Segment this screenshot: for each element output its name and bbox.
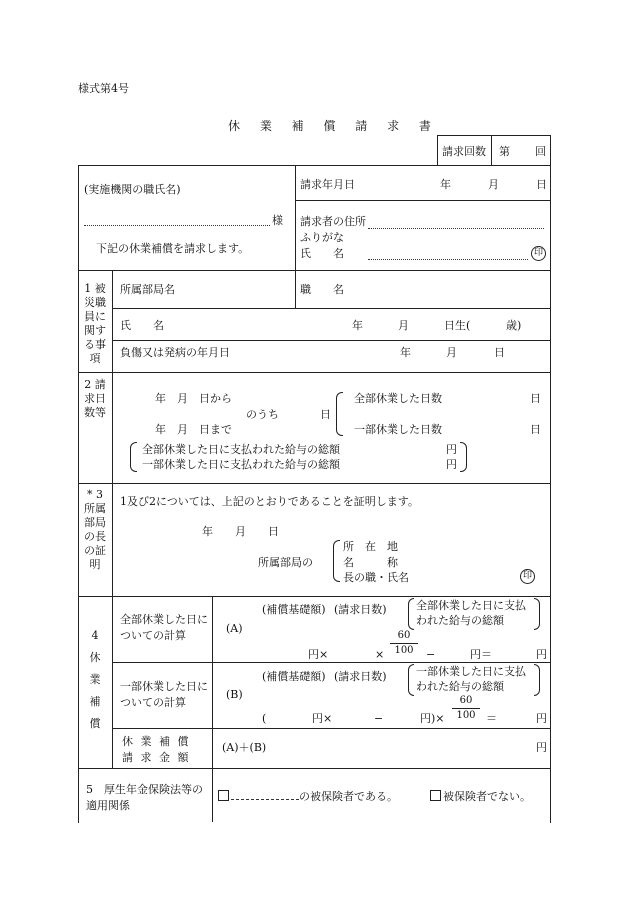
partial-pay-label: 一部休業した日に支払われた給与の総額	[142, 458, 340, 471]
days-brace-icon	[336, 392, 343, 436]
full-yen[interactable]: 円	[536, 648, 547, 661]
victim-name-label: 氏 名	[120, 319, 164, 332]
claim-count-prefix[interactable]: 第	[499, 145, 510, 158]
not-insured-option[interactable]	[430, 790, 531, 803]
form-number: 様式第4号	[78, 82, 129, 95]
injury-month[interactable]: 月	[446, 346, 457, 359]
full-box-brace-right-icon	[534, 598, 540, 630]
not-insured-checkbox[interactable]	[430, 790, 441, 801]
full-fraction-den: 100	[394, 645, 414, 656]
address-field[interactable]	[368, 228, 544, 229]
cert-text: 1及び2については、上記のとおりであることを証明します。	[120, 495, 419, 508]
pay-brace-right-icon	[460, 442, 467, 472]
partial-minus: −	[374, 712, 384, 725]
calc-b-label: (B)	[226, 688, 243, 701]
not-insured-text: 被保険者でない。	[443, 790, 531, 803]
full-days-label: 全部休業した日数	[354, 392, 442, 405]
birth-day[interactable]: 日生(	[444, 319, 471, 332]
full-days-unit[interactable]: 日	[530, 392, 541, 405]
full-box-brace-left-icon	[408, 598, 414, 630]
claimant-name-field[interactable]	[368, 259, 528, 260]
injury-day[interactable]: 日	[494, 346, 505, 359]
cert-seal-icon: 印	[520, 569, 535, 584]
total-formula: (A)＋(B)	[222, 741, 267, 754]
partial-box-brace-left-icon	[408, 664, 414, 696]
cert-location: 所 在 地	[343, 540, 398, 553]
pay-brace-left-icon	[130, 442, 137, 472]
insured-blank[interactable]	[231, 799, 299, 800]
partial-paren-open: (	[262, 712, 267, 725]
position-label: 職 名	[300, 283, 344, 296]
full-calc-label: 全部休業した日についての計算	[120, 613, 208, 642]
partial-days-count-label: (請求日数)	[334, 670, 387, 683]
claim-count-label: 請求回数	[442, 145, 486, 158]
claim-date-day[interactable]: 日	[536, 178, 547, 191]
insured-checkbox[interactable]	[218, 790, 229, 801]
period-nouchi: のうち	[246, 408, 279, 421]
partial-days-unit[interactable]: 日	[530, 423, 541, 436]
partial-yen[interactable]: 円	[536, 712, 547, 725]
injury-year[interactable]: 年	[400, 346, 411, 359]
furigana-label: ふりがな	[300, 231, 344, 244]
request-text: 下記の休業補償を請求します。	[96, 242, 250, 255]
partial-base-label: (補償基礎額)	[262, 670, 326, 683]
full-base-label: (補償基礎額)	[262, 603, 326, 616]
dept-prefix: 所属部局の	[258, 556, 313, 569]
partial-eq: ＝	[486, 712, 497, 725]
dept-label: 所属部局名	[120, 283, 175, 296]
full-pay-label: 全部休業した日に支払われた給与の総額	[142, 443, 340, 456]
full-times: ×	[375, 648, 385, 661]
section3-label: * 3 所属部局の長の証明	[84, 488, 106, 571]
total-yen[interactable]: 円	[536, 741, 547, 754]
partial-calc-label: 一部休業した日についての計算	[120, 680, 208, 709]
period-to[interactable]: 年 月 日まで	[155, 423, 232, 436]
cert-head: 長の職・氏名	[343, 571, 409, 584]
claim-date-month[interactable]: 月	[488, 178, 499, 191]
section4-label: 4 休業補償	[89, 629, 101, 730]
full-fraction-num: 60	[397, 630, 411, 641]
claim-date-year[interactable]: 年	[440, 178, 451, 191]
period-day-count[interactable]: 日	[320, 408, 331, 421]
age-label[interactable]: 歳)	[506, 319, 522, 332]
partial-box-brace-right-icon	[534, 664, 540, 696]
partial-fraction-den: 100	[456, 710, 476, 721]
insured-option[interactable]	[218, 790, 398, 803]
cert-name: 名 称	[343, 556, 398, 569]
cert-date[interactable]: 年 月 日	[202, 525, 279, 538]
total-label: 休 業 補 償 請 求 金 額	[122, 735, 191, 764]
claim-count-suffix: 回	[535, 145, 546, 158]
cert-brace-icon	[333, 540, 340, 582]
partial-days-label: 一部休業した日数	[354, 423, 442, 436]
partial-pay-yen[interactable]: 円	[446, 458, 457, 471]
full-yen-eq[interactable]: 円＝	[470, 648, 492, 661]
full-pay-yen[interactable]: 円	[446, 443, 457, 456]
birth-month[interactable]: 月	[398, 319, 409, 332]
form-title: 休 業 補 償 請 求 書	[228, 119, 439, 133]
section5-label: 5 厚生年金保険法等の適用関係	[86, 783, 203, 812]
section1-label: 1 被災職員に関する事項	[84, 282, 106, 365]
address-label: 請求者の住所	[300, 215, 366, 228]
sama-label: 様	[272, 214, 283, 227]
partial-yen-times[interactable]: 円×	[312, 712, 333, 725]
full-yen-times[interactable]: 円×	[308, 648, 329, 661]
period-from[interactable]: 年 月 日から	[155, 392, 232, 405]
partial-fraction-num: 60	[459, 695, 473, 706]
birth-year[interactable]: 年	[352, 319, 363, 332]
calc-a-label: (A)	[226, 622, 243, 635]
injury-date-label: 負傷又は発病の年月日	[120, 346, 230, 359]
claimant-name-label: 氏 名	[300, 247, 344, 260]
section2-label: 2 請求日数等	[84, 378, 106, 419]
insured-text: の被保険者である。	[299, 790, 398, 803]
claimant-seal-icon: 印	[531, 246, 546, 261]
full-days-count-label: (請求日数)	[334, 603, 387, 616]
partial-box-text: 一部休業した日に支払われた給与の総額	[416, 665, 526, 693]
partial-yen-close-times[interactable]: 円)×	[420, 712, 445, 725]
full-box-text: 全部休業した日に支払われた給与の総額	[416, 599, 526, 627]
claim-date-label: 請求年月日	[300, 178, 355, 191]
full-minus: −	[426, 648, 436, 661]
institution-label: (実施機関の職氏名)	[84, 183, 181, 196]
